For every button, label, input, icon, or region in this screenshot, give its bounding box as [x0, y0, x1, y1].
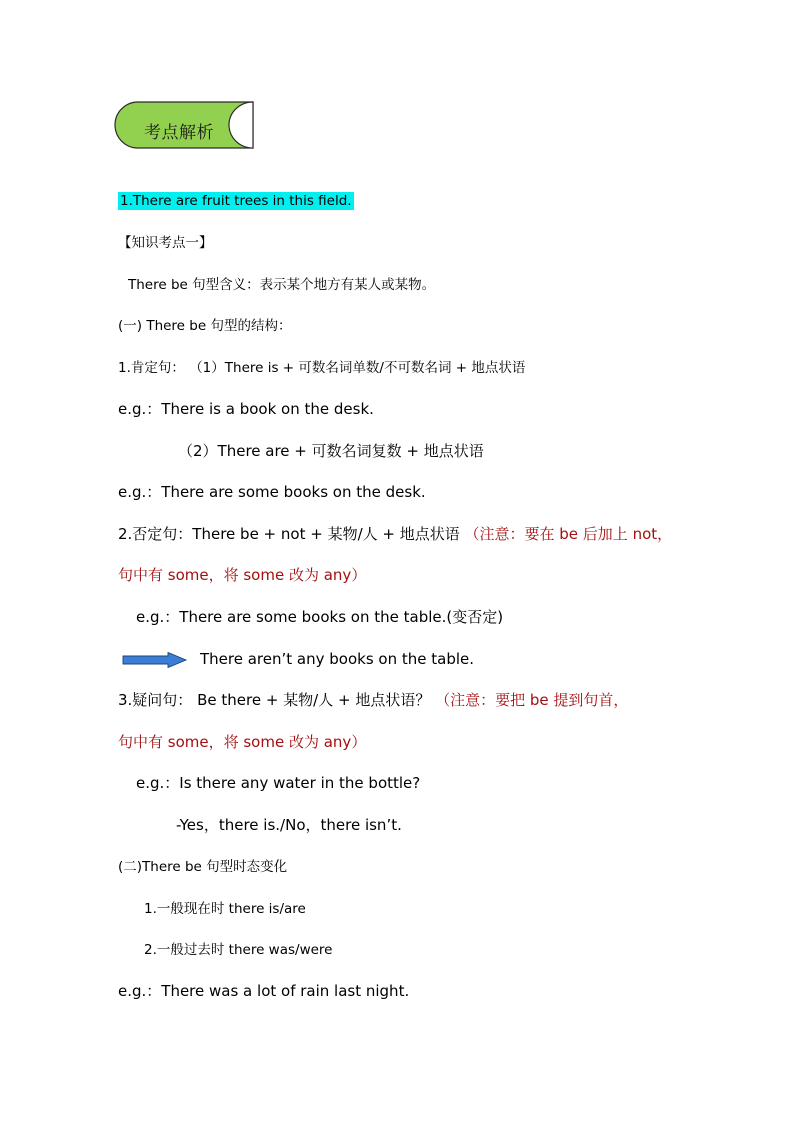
heading-line	[118, 191, 354, 211]
affirmative-label: 1.肯定句：	[118, 360, 185, 376]
section-badge	[108, 101, 258, 151]
affirmative-rule1-text: （1）There is + 可数名词单数/不可数名词 + 地点状语	[189, 360, 526, 376]
tense-item: 2.一般过去时 there was/were	[144, 942, 333, 958]
meaning-line: There be 句型含义：表示某个地方有某人或某物。	[128, 277, 436, 293]
affirmative-example1: e.g.：There is a book on the desk.	[118, 400, 374, 418]
part1-title: (一) There be 句型的结构：	[118, 318, 292, 334]
affirmative-rule1	[118, 358, 525, 378]
tense-item: 1.一般现在时 there is/are	[144, 901, 306, 917]
part2-title: (二)There be 句型时态变化	[118, 859, 288, 875]
question-answer: -Yes，there is./No，there isn’t.	[176, 816, 402, 834]
negative-example: e.g.：There are some books on the table.(变否定)	[136, 608, 504, 626]
heading-highlight: 1.There are fruit trees in this field.	[120, 193, 352, 209]
affirmative-example2: e.g.：There are some books on the desk.	[118, 483, 426, 501]
negative-rule: 2.否定句：There be + not + 某物/人 + 地点状语	[118, 525, 460, 543]
question-note: （注意：要把 be 提到句首，	[435, 691, 629, 709]
question-rule-line	[118, 690, 628, 710]
negative-rule-line	[118, 524, 672, 544]
final-example: e.g.：There was a lot of rain last night.	[118, 982, 410, 1000]
question-example: e.g.：Is there any water in the bottle?	[136, 774, 421, 792]
question-rule: 3.疑问句： Be there + 某物/人 + 地点状语？	[118, 691, 431, 709]
affirmative-rule2: （2）There are + 可数名词复数 + 地点状语	[178, 442, 484, 460]
question-note-cont: 句中有 some，将 some 改为 any）	[118, 733, 367, 751]
negative-result: There aren’t any books on the table.	[200, 650, 474, 668]
negative-note: （注意：要在 be 后加上 not，	[464, 525, 673, 543]
section-title: 【知识考点一】	[118, 235, 213, 251]
arrow-right-icon	[122, 652, 188, 668]
negative-note-cont: 句中有 some，将 some 改为 any）	[118, 566, 367, 584]
badge-label: 考点解析	[144, 123, 214, 143]
